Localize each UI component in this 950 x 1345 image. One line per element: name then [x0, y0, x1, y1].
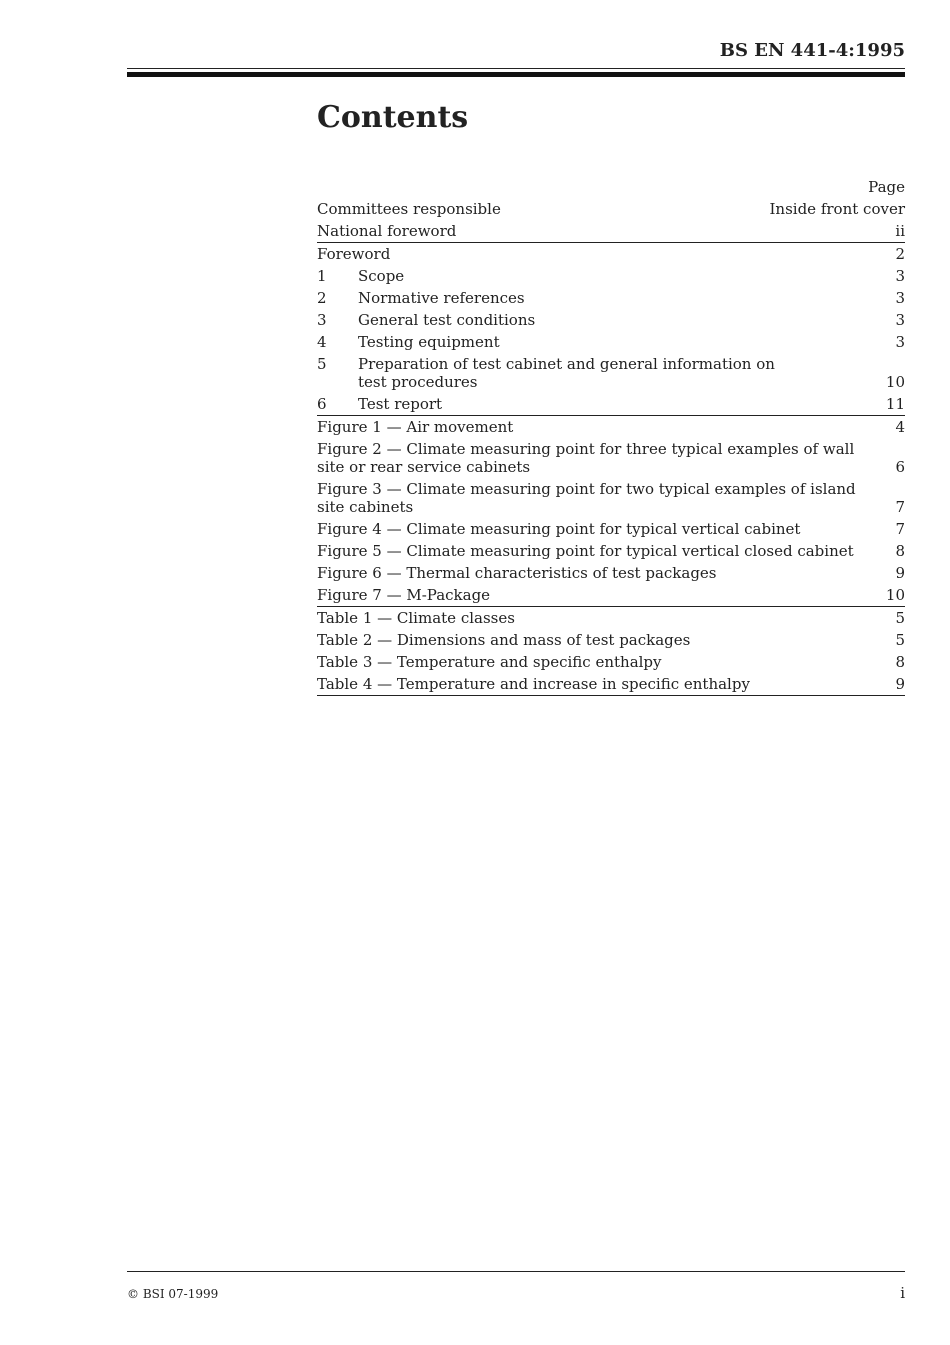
toc-entry-figure-5[interactable]: Figure 5 — Climate measuring point for typical vertical closed cabinet 8: [317, 542, 905, 560]
toc-entry-table-3[interactable]: Table 3 — Temperature and specific enthalpy 8: [317, 653, 905, 671]
toc-entry-table-2[interactable]: Table 2 — Dimensions and mass of test packages 5: [317, 631, 905, 649]
toc-entry-figure-7[interactable]: Figure 7 — M-Package 10: [317, 584, 905, 607]
toc-entry-figure-4[interactable]: Figure 4 — Climate measuring point for typical vertical cabinet 7: [317, 520, 905, 538]
toc-entry-clause-1[interactable]: 1 Scope 3: [317, 267, 905, 285]
toc-entry-committees[interactable]: Committees responsible Inside front cover: [317, 200, 905, 218]
document-code: BS EN 441-4:1995: [719, 40, 905, 61]
page-title: Contents: [317, 100, 469, 135]
toc-entry-clause-5[interactable]: 5 Preparation of test cabinet and general information on test procedures 10: [317, 355, 905, 391]
toc-entry-national-foreword[interactable]: National foreword ii: [317, 220, 905, 243]
toc-entry-foreword[interactable]: Foreword 2: [317, 245, 905, 263]
toc-entry-clause-2[interactable]: 2 Normative references 3: [317, 289, 905, 307]
header-rule-thick: [127, 72, 905, 77]
toc-entry-figure-3[interactable]: Figure 3 — Climate measuring point for two typical examples of island site cabinets 7: [317, 480, 905, 516]
page-column-heading: Page: [868, 178, 905, 196]
page-number: i: [900, 1284, 905, 1302]
copyright-notice: © BSI 07-1999: [127, 1287, 219, 1301]
toc-entry-clause-4[interactable]: 4 Testing equipment 3: [317, 333, 905, 351]
table-of-contents: [317, 177, 905, 696]
footer-rule: [127, 1271, 905, 1272]
toc-entry-clause-3[interactable]: 3 General test conditions 3: [317, 311, 905, 329]
toc-entry-clause-6[interactable]: 6 Test report 11: [317, 393, 905, 416]
toc-entry-table-4[interactable]: Table 4 — Temperature and increase in specific enthalpy 9: [317, 673, 905, 696]
toc-entry-figure-6[interactable]: Figure 6 — Thermal characteristics of test packages 9: [317, 564, 905, 582]
toc-entry-table-1[interactable]: Table 1 — Climate classes 5: [317, 609, 905, 627]
toc-entry-figure-2[interactable]: Figure 2 — Climate measuring point for three typical examples of wall site or rear service cabinets 6: [317, 440, 905, 476]
toc-entry-figure-1[interactable]: Figure 1 — Air movement 4: [317, 418, 905, 436]
header-rule-thin: [127, 68, 905, 69]
